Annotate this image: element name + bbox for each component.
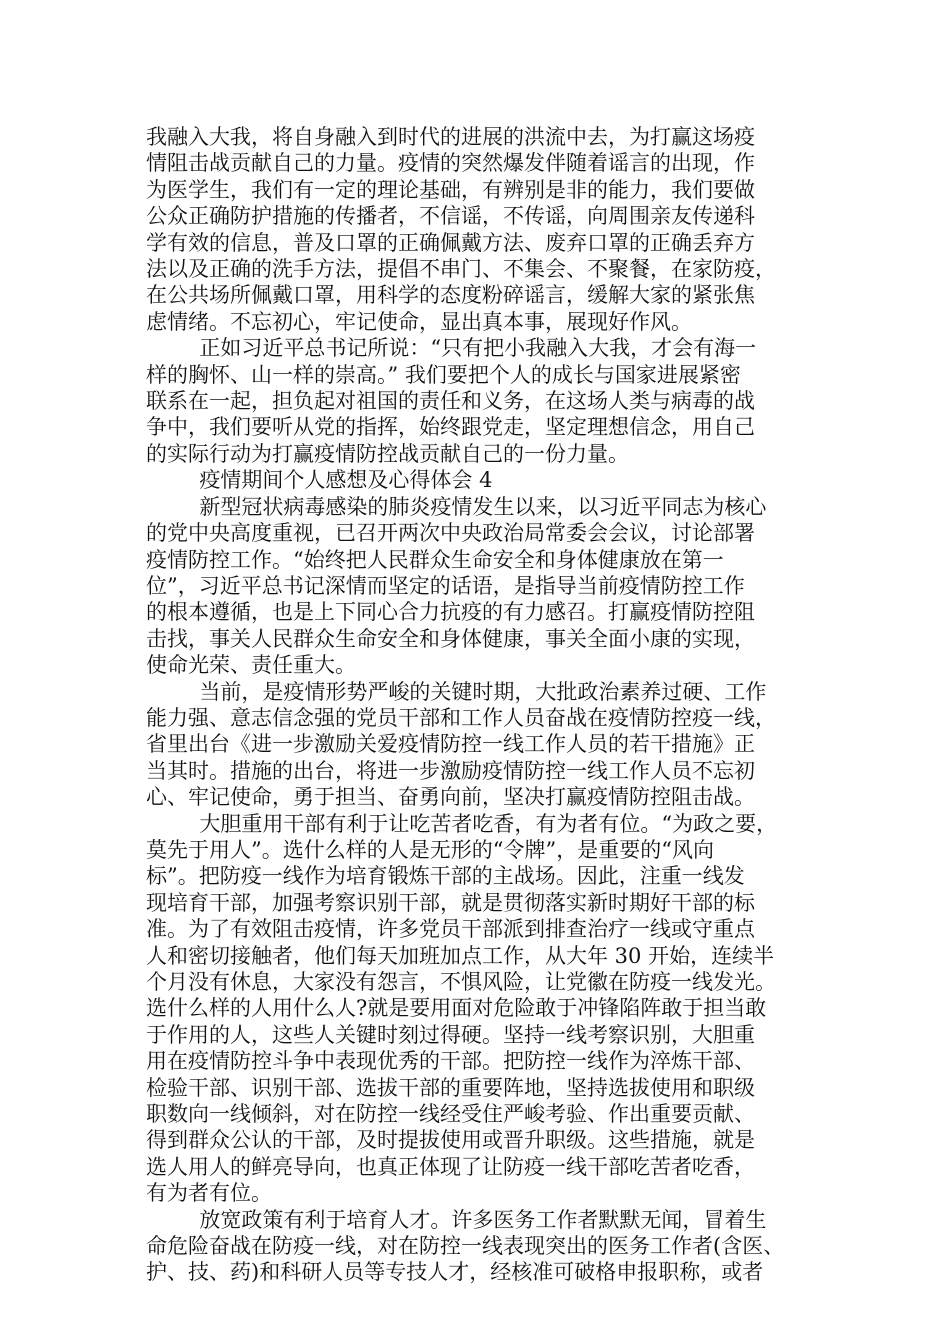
paragraph-cadres: 大胆重用干部有利于让吃苦者吃香，有为者有位。“为政之要， 莫先于用人”。选什么样的人是无形的“令牌”，是重要的“风向 标”。把防疫一线作为培育锻炼干部的主战场。因此，注重一线发 现培育干部，加强考察识别干部，就是贯彻落实新时期好干部的标 准。为了有效阻击疫情，许多党员干部派到排查治疗一线或守重点 人和密切接触者，他们每天加班加点工作，从大年 30 开始，连续半 个月没有休息，大家没有怨言，不惧风险，让党徽在防疫一线发光。 选什么样的人用什么人?就是要用面对危险敢于冲锋陷阵敢于担当敢 于作用的人，这些人关键时刻过得硬。坚持一线考察识别，大胆重 用在疫情防控斗争中表现优秀的干部。把防控一线作为淬炼干部、 检验干部、识别干部、选拔干部的重要阵地，坚持选拔使用和职级 职数向一线倾斜，对在防控一线经受住严峻考验、作出重要贡献、 得到群众公认的干部，及时提拔使用或晋升职级。这些措施，就是 选人用人的鲜亮导向，也真正体现了让防疫一线干部吃苦者吃香， 有为者有位。: [146, 811, 778, 1206]
paragraph-quote: 正如习近平总书记所说：“只有把小我融入大我，才会有海一 样的胸怀、山一样的崇高。” 我们要把个人的成长与国家进展紧密 联系在一起，担负起对祖国的责任和义务，在这场人类与病毒的战 争中，我们要听从党的指挥，始终跟党走，坚定理想信念，用自己 的实际行动为打赢疫情防控战贡献自己的一份力量。: [146, 336, 757, 466]
paragraph-continuation: 我融入大我，将自身融入到时代的进展的洪流中去，为打赢这场疫 情阻击战贡献自己的力量。疫情的突然爆发伴随着谣言的出现，作 为医学生，我们有一定的理论基础，有辨别是非的能力，我们要做 公众正确防护措施的传播者，不信谣，不传谣，向周围亲友传递科 学有效的信息，普及口罩的正确佩戴方法、废弃口罩的正确丢弃方 法以及正确的洗手方法，提倡不串门、不集会、不聚餐，在家防疫， 在公共场所佩戴口罩，用科学的态度粉碎谣言，缓解大家的紧张焦 虑情绪。不忘初心，牢记使命，显出真本事，展现好作风。: [146, 125, 776, 334]
document-body: [146, 124, 830, 1286]
paragraph-policy: 放宽政策有利于培育人才。许多医务工作者默默无闻，冒着生 命危险奋战在防疫一线，对在防控一线表现突出的医务工作者(含医、 护、技、药)和科研人员等专技人才，经核准可破格申报职称，或者: [146, 1207, 785, 1285]
section-heading: 疫情期间个人感想及心得体会 4: [146, 468, 493, 493]
paragraph-current: 当前，是疫情形势严峻的关键时期，大批政治素养过硬、工作 能力强、意志信念强的党员干部和工作人员奋战在疫情防控疫一线， 省里出台《进一步激励关爱疫情防控一线工作人员的若干措施》正 当其时。措施的出台，将进一步激励疫情防控一线工作人员不忘初 心、牢记使命，勇于担当、奋勇向前，坚决打赢疫情防控阻击战。: [146, 679, 776, 810]
paragraph-intro: 新型冠状病毒感染的肺炎疫情发生以来，以习近平同志为核心 的党中央高度重视，已召开两次中央政治局常委会会议，讨论部署 疫情防控工作。“始终把人民群众生命安全和身体健康放在第一 位”，习近平总书记深情而坚定的话语，是指导当前疫情防控工作 的根本遵循，也是上下同心合力抗疫的有力感召。打赢疫情防控阻 击找，事关人民群众生命安全和身体健康，事关全面小康的实现， 使命光荣、责任重大。: [146, 494, 767, 678]
